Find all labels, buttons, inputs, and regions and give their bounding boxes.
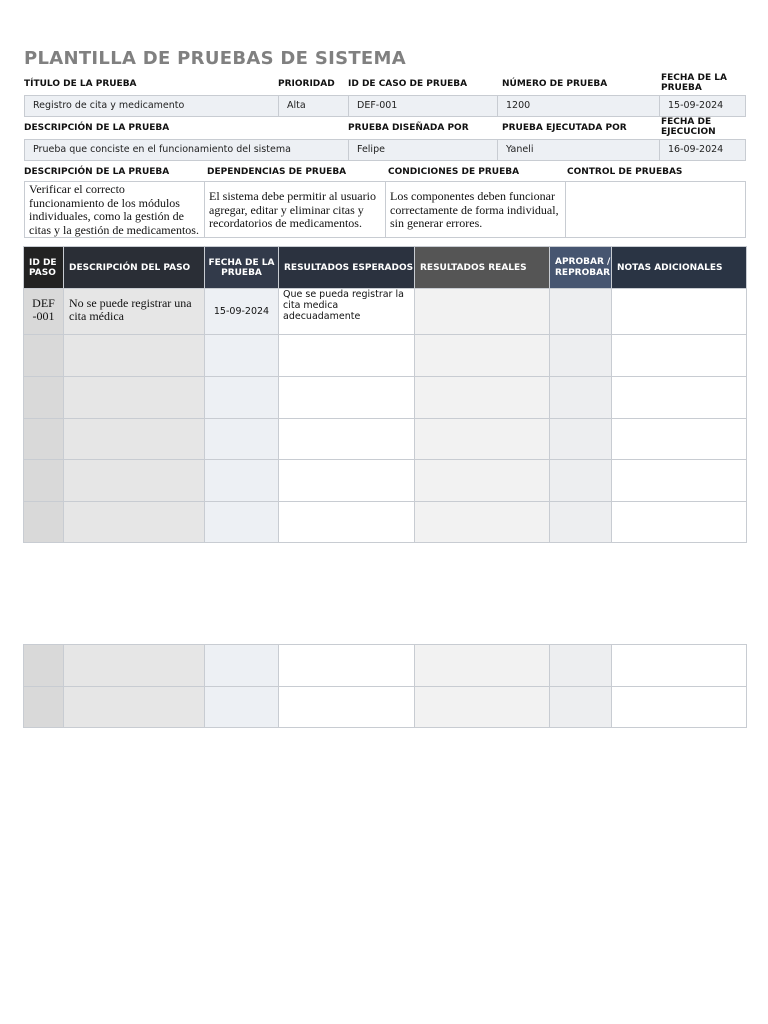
- steps-table: [23, 246, 747, 543]
- empty-cell[interactable]: [550, 419, 612, 460]
- empty-cell[interactable]: [550, 335, 612, 377]
- header-additional-notes: NOTAS ADICIONALES: [612, 247, 747, 289]
- table-row: [24, 335, 747, 377]
- test-date-field[interactable]: 15-09-2024: [659, 95, 746, 117]
- table-row: [24, 460, 747, 502]
- label-test-conditions: CONDICIONES DE PRUEBA: [388, 167, 520, 177]
- empty-cell[interactable]: [64, 502, 205, 543]
- empty-cell[interactable]: [64, 377, 205, 419]
- step-id-cell[interactable]: DEF -001: [24, 289, 64, 335]
- test-dependencies-text[interactable]: El sistema debe permitir al usuario agregar, editar y eliminar citas y recordatorios de medicamentos.: [204, 181, 386, 238]
- page-title: PLANTILLA DE PRUEBAS DE SISTEMA: [24, 48, 406, 69]
- test-case-id-field[interactable]: DEF-001: [348, 95, 503, 117]
- table-row: [24, 687, 747, 728]
- empty-cell[interactable]: [612, 419, 747, 460]
- step-expected-cell[interactable]: Que se pueda registrar la cita medica adecuadamente: [279, 289, 415, 335]
- empty-cell[interactable]: [205, 419, 279, 460]
- empty-cell[interactable]: [64, 687, 205, 728]
- empty-cell[interactable]: [24, 460, 64, 502]
- empty-cell[interactable]: [415, 419, 550, 460]
- empty-cell[interactable]: [64, 460, 205, 502]
- step-date-cell[interactable]: 15-09-2024: [205, 289, 279, 335]
- empty-cell[interactable]: [550, 645, 612, 687]
- label-test-title: TÍTULO DE LA PRUEBA: [24, 79, 137, 89]
- header-actual-results: RESULTADOS REALES: [415, 247, 550, 289]
- table-row: [24, 289, 747, 335]
- empty-cell[interactable]: [612, 502, 747, 543]
- test-number-field[interactable]: 1200: [497, 95, 661, 117]
- empty-cell[interactable]: [64, 335, 205, 377]
- table-row: [24, 645, 747, 687]
- steps-header-row: [24, 247, 747, 289]
- step-notes-cell[interactable]: [612, 289, 747, 335]
- test-control-text[interactable]: [565, 181, 746, 238]
- step-pass-fail-cell[interactable]: [550, 289, 612, 335]
- test-title-field[interactable]: Registro de cita y medicamento: [24, 95, 279, 117]
- label-test-date: FECHA DE LA PRUEBA: [661, 73, 727, 93]
- header-test-date: FECHA DE LA PRUEBA: [205, 247, 279, 289]
- empty-cell[interactable]: [205, 502, 279, 543]
- step-actual-cell[interactable]: [415, 289, 550, 335]
- table-row: [24, 419, 747, 460]
- empty-cell[interactable]: [550, 460, 612, 502]
- execution-date-field[interactable]: 16-09-2024: [659, 139, 746, 161]
- empty-cell[interactable]: [612, 377, 747, 419]
- empty-cell[interactable]: [612, 687, 747, 728]
- label-test-control: CONTROL DE PRUEBAS: [567, 167, 683, 177]
- step-description-cell[interactable]: No se puede registrar una cita médica: [64, 289, 205, 335]
- empty-cell[interactable]: [612, 645, 747, 687]
- label-executed-by: PRUEBA EJECUTADA POR: [502, 123, 627, 133]
- designed-by-field[interactable]: Felipe: [348, 139, 503, 161]
- table-row: [24, 377, 747, 419]
- empty-cell[interactable]: [279, 502, 415, 543]
- empty-cell[interactable]: [64, 645, 205, 687]
- header-expected-results: RESULTADOS ESPERADOS: [279, 247, 415, 289]
- empty-cell[interactable]: [415, 335, 550, 377]
- empty-cell[interactable]: [415, 687, 550, 728]
- test-description-field[interactable]: Prueba que conciste en el funcionamiento del sistema: [24, 139, 349, 161]
- empty-cell[interactable]: [612, 335, 747, 377]
- empty-cell[interactable]: [279, 419, 415, 460]
- empty-cell[interactable]: [279, 687, 415, 728]
- empty-cell[interactable]: [64, 419, 205, 460]
- empty-cell[interactable]: [279, 645, 415, 687]
- empty-cell[interactable]: [550, 502, 612, 543]
- test-conditions-text[interactable]: Los componentes deben funcionar correctamente de forma individual, sin generar errores.: [385, 181, 566, 238]
- label-priority: PRIORIDAD: [278, 79, 335, 89]
- empty-cell[interactable]: [279, 460, 415, 502]
- empty-cell[interactable]: [205, 335, 279, 377]
- steps-table-continuation: [23, 644, 747, 728]
- label-test-case-id: ID DE CASO DE PRUEBA: [348, 79, 468, 89]
- empty-cell[interactable]: [415, 502, 550, 543]
- empty-cell[interactable]: [415, 377, 550, 419]
- label-designed-by: PRUEBA DISEÑADA POR: [348, 123, 469, 133]
- empty-cell[interactable]: [205, 687, 279, 728]
- empty-cell[interactable]: [550, 377, 612, 419]
- empty-cell[interactable]: [24, 377, 64, 419]
- table-row: [24, 502, 747, 543]
- empty-cell[interactable]: [24, 419, 64, 460]
- label-test-description-2: DESCRIPCIÓN DE LA PRUEBA: [24, 167, 170, 177]
- empty-cell[interactable]: [205, 645, 279, 687]
- label-test-number: NÚMERO DE PRUEBA: [502, 79, 608, 89]
- header-pass-fail: APROBAR / REPROBAR: [550, 247, 612, 289]
- label-execution-date: FECHA DE EJECUCION: [661, 117, 716, 137]
- priority-field[interactable]: Alta: [278, 95, 349, 117]
- header-step-id: ID DE PASO: [24, 247, 64, 289]
- empty-cell[interactable]: [415, 645, 550, 687]
- empty-cell[interactable]: [279, 335, 415, 377]
- empty-cell[interactable]: [550, 687, 612, 728]
- executed-by-field[interactable]: Yaneli: [497, 139, 661, 161]
- empty-cell[interactable]: [205, 377, 279, 419]
- empty-cell[interactable]: [415, 460, 550, 502]
- empty-cell[interactable]: [24, 687, 64, 728]
- label-test-dependencies: DEPENDENCIAS DE PRUEBA: [207, 167, 347, 177]
- empty-cell[interactable]: [279, 377, 415, 419]
- empty-cell[interactable]: [612, 460, 747, 502]
- empty-cell[interactable]: [24, 502, 64, 543]
- test-description-text[interactable]: Verificar el correcto funcionamiento de los módulos individuales, como la gestión de citas y la gestión de medicamentos.: [24, 181, 205, 238]
- label-test-description: DESCRIPCIÓN DE LA PRUEBA: [24, 123, 170, 133]
- empty-cell[interactable]: [24, 645, 64, 687]
- empty-cell[interactable]: [24, 335, 64, 377]
- empty-cell[interactable]: [205, 460, 279, 502]
- header-step-description: DESCRIPCIÓN DEL PASO: [64, 247, 205, 289]
